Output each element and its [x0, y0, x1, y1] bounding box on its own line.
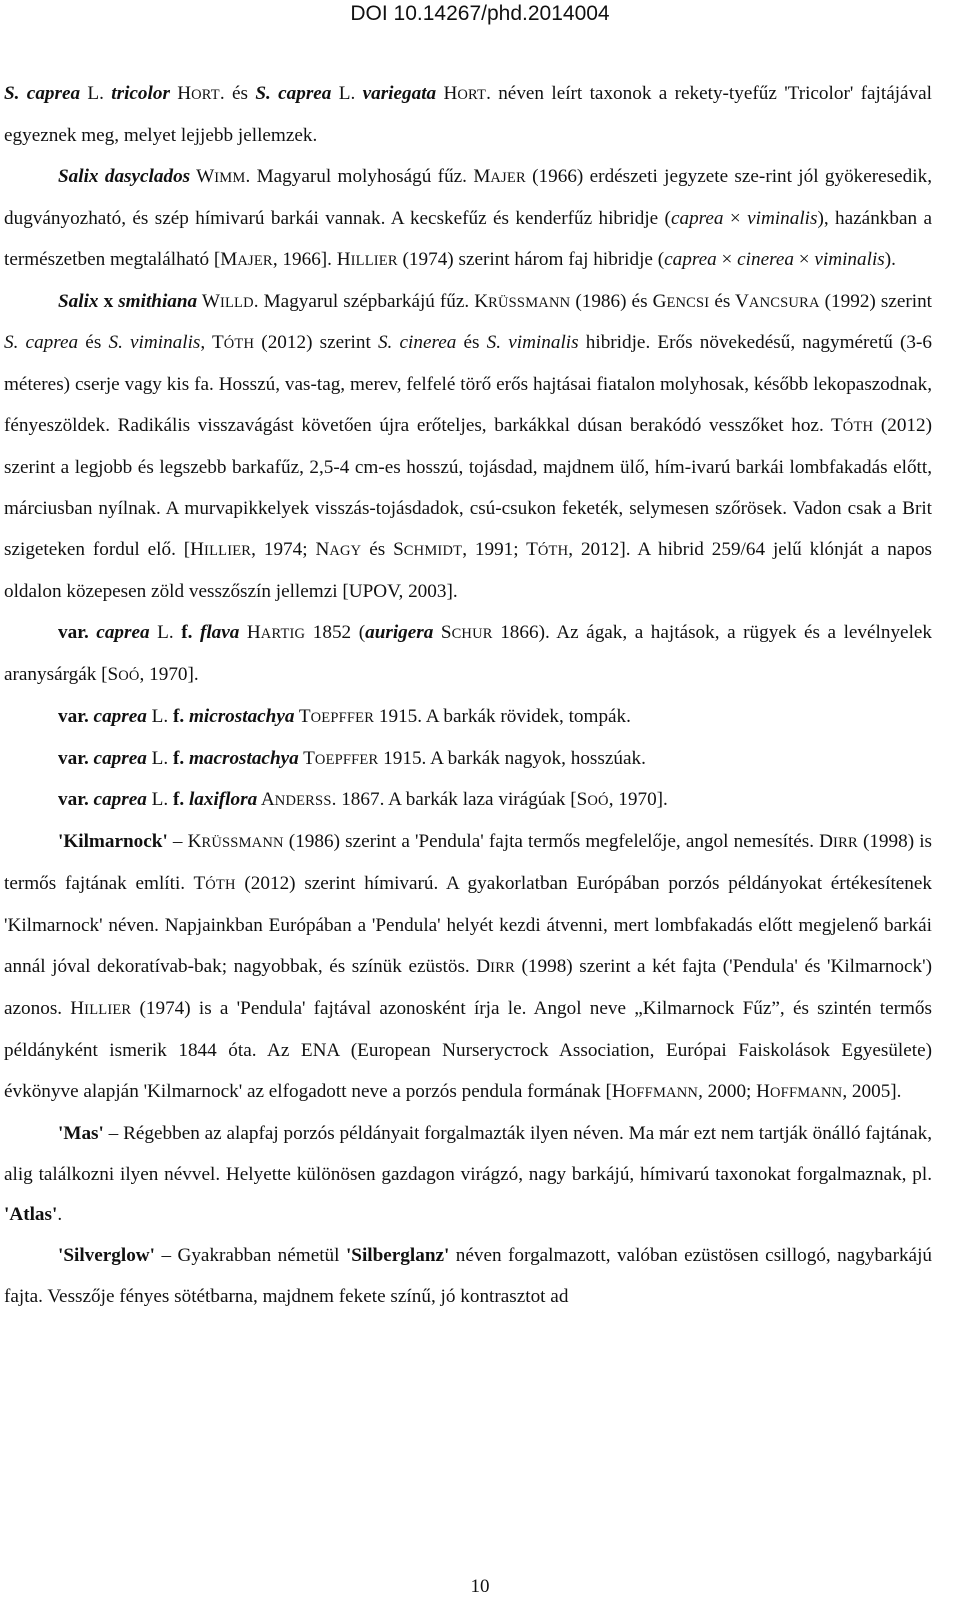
text-run: f. [172, 705, 189, 727]
text-run: caprea [664, 248, 717, 270]
text-run: ARTIG [260, 625, 306, 642]
text-run: viminalis [747, 207, 818, 229]
text-run: (2012) szerint a legjobb és legszebb barkafűz, 2,5-4 cm-es hosszú, tojásdad, majdnem ülő, hím-ivarú barkái lombfakadás előtt, márciusban nyílnak. A murvapikkelyek visszás-tojásdadok, csú-csukon feketék, selymesen szőrösek. Vadon csak a Brit szigeteken fordul elő. [H [4, 415, 932, 560]
text-run: f. [172, 789, 189, 811]
text-run: × [716, 248, 738, 270]
text-run: S [433, 621, 452, 643]
text-run: viminalis [814, 248, 885, 270]
text-run: . néven leírt taxonok a rekety-tyefűz 'Tricolor' fajtájával egyeznek meg, melyet lejjebb jellemzek. [4, 83, 933, 146]
text-run: , 1966]. H [272, 248, 351, 270]
paragraph [4, 613, 932, 697]
text-run: L. [146, 747, 173, 769]
text-run: és V [709, 290, 749, 312]
text-run: – Régebben az alapfaj porzós példányait forgalmazták ilyen néven. Ma már ezt nem tartják önálló fajtának, alig találkozni ilyen névvel. Helyette különösen gazdagon virágzó, nagy barkájú, hímivarú taxonokat forgalmaznak, pl. [4, 1122, 932, 1185]
text-run: , 2000; H [698, 1080, 771, 1102]
text-run: f. [172, 747, 189, 769]
text-run: 1915. A barkák rövidek, tompák. [374, 705, 631, 727]
text-run: (1998) szerint a két fajta ('Pendula' és 'Kilmarnock') azonos. H [4, 956, 932, 1019]
text-run: NDERSS [274, 793, 332, 810]
text-run: aurigera [365, 621, 434, 643]
text-run: (1986) szerint a 'Pendula' fajta termős megfelelője, angol nemesítés. D [283, 831, 834, 853]
text-run: caprea [96, 621, 150, 643]
text-run: L. [149, 621, 182, 643]
text-run: AGY [329, 542, 362, 559]
text-run: S. viminalis [108, 332, 201, 354]
text-run: . Magyarul molyhoságú fűz. M [245, 165, 491, 187]
text-run: ILLIER [84, 1001, 132, 1018]
text-run: (1998) is termős fajtának említi. T [4, 831, 933, 895]
text-run: CHMIDT [403, 542, 463, 559]
text-run: S. viminalis [486, 332, 579, 354]
text-run: . Magyarul szépbarkájú fűz. K [253, 290, 489, 312]
paragraph [4, 780, 932, 822]
text-run: 1915. A barkák nagyok, hosszúak. [378, 747, 646, 769]
text-run: OÓ [118, 667, 140, 684]
text-run: 'Silberglanz' [345, 1245, 450, 1267]
text-run: W [190, 165, 215, 187]
text-run: microstachya [188, 705, 295, 727]
text-run: ILLIER [204, 542, 252, 559]
text-run: 1852 ( [305, 621, 366, 643]
text-run: L. [146, 705, 173, 727]
paragraph [4, 282, 932, 613]
text-run: , 2005]. [842, 1080, 902, 1102]
text-run: macrostachya [188, 747, 299, 769]
paragraph [4, 1236, 932, 1318]
text-run: A [257, 789, 275, 811]
text-run: OÓ [587, 793, 609, 810]
text-run: OEPFFER [314, 751, 379, 768]
text-run: ORT [191, 87, 220, 103]
text-run: OEPFFER [310, 709, 375, 726]
text-run: ), hazánkban a természetben megtalálható [M [4, 207, 932, 270]
text-run: (1966) erdészeti jegyzete sze-rint jól gyökeresedik, dugványozható, és szép hímivarú barkái vannak. A kecskefűz és kenderfűz hibridje ( [4, 165, 932, 229]
text-run: , 1991; T [462, 538, 538, 560]
text-run: × [723, 207, 748, 229]
text-run: (2012) szerint [254, 332, 378, 354]
text-run: ÓTH [205, 877, 236, 894]
text-run: L. [146, 789, 173, 811]
text-run: néven forgalmazott, valóban ezüstösen csillogó, nagybarkájú fajta. Vesszője fényes sötétbarna, majdnem fekete színű, jó kontrasztot ad [4, 1245, 932, 1308]
text-run: , 2012]. A hibrid 259/64 jelű klónját a napos oldalon közepesen zöld vesszőszín jellemzi [UPOV, 2003]. [4, 538, 932, 602]
paragraph [4, 157, 932, 282]
text-run: cinerea [737, 248, 794, 270]
text-run: és [456, 332, 487, 354]
paragraph [4, 822, 932, 1113]
paragraph [4, 74, 932, 157]
text-run: H [436, 83, 458, 104]
text-run: IRR [490, 960, 515, 977]
text-run: ENCSI [666, 294, 710, 311]
text-run: W [197, 290, 220, 312]
text-run: var. [58, 705, 94, 727]
text-run: L. [80, 83, 112, 104]
text-run: ANCSURA [748, 294, 820, 311]
text-run: ÓTH [223, 336, 255, 353]
text-run: hibridje. Erős növekedésű, nagyméretű (3-6 méteres) cserje vagy kis fa. Hosszú, vas-tag, merev, felfelé törő erős hajtásai fiatalon molyhosak, később lekopaszodnak, fényeszöldek. Radikális visszavágást követően újra erőteljes, barkákkal dúsan berakódó vesszőket hoz. T [4, 332, 933, 437]
text-run: var. [58, 621, 97, 643]
text-run: tricolor [111, 83, 170, 104]
text-run: (1974) is a 'Pendula' fajtával azonosként írja le. Angol neve „Kilmarnock Fűz”, és szintén termős példányként ismerik 1844 óta. Az ENA (European Nurseryстock Association, Európai Faiskolások Egyesülete) évkönyve alapján 'Kilmarnock' az elfogadott neve a porzós pendula formának [H [4, 997, 932, 1102]
text-run: caprea [93, 789, 147, 811]
text-run: RÜSSMANN [488, 294, 571, 311]
text-run: ÓTH [842, 419, 874, 436]
text-run: × [793, 248, 815, 270]
text-run: Salix [58, 290, 99, 312]
text-run: laxiflora [188, 789, 258, 811]
text-run: . és [219, 83, 256, 104]
text-run: ILLD [219, 294, 254, 311]
paragraph [4, 1114, 932, 1237]
text-run: AJER [490, 169, 526, 186]
text-run: (1974) szerint három faj hibridje ( [397, 248, 665, 270]
text-run: S. caprea [4, 332, 79, 354]
paragraph [4, 697, 932, 739]
text-run: variegata [362, 83, 437, 104]
text-run: L. [331, 83, 363, 104]
text-run: smithiana [118, 290, 198, 312]
text-run: és S [361, 538, 404, 560]
text-run: f. [181, 621, 200, 643]
text-run: Salix dasyclados [58, 165, 191, 187]
text-run: . [57, 1204, 63, 1226]
text-run: caprea [93, 747, 147, 769]
text-run: flava [199, 621, 240, 643]
text-run: var. [58, 747, 94, 769]
text-run: S. caprea [4, 83, 81, 104]
text-run: ÓTH [537, 542, 569, 559]
text-run: , 1974; N [251, 538, 330, 560]
text-run: RÜSSMANN [201, 835, 284, 852]
text-run: (1992) szerint [819, 290, 933, 312]
text-run: CHUR [451, 625, 493, 642]
text-run: , 1970]. [139, 663, 199, 685]
page-number: 10 [470, 1576, 490, 1597]
text-run: , 1970]. [608, 789, 668, 811]
text-run: 1866). Az ágak, a hajtások, a rügyek és a levélnyelek aranysárgák [S [4, 621, 933, 685]
text-run: OFFMANN [770, 1084, 843, 1101]
text-run: OFFMANN [625, 1084, 699, 1101]
text-run: ORT [457, 87, 487, 103]
text-run: S. caprea [255, 83, 332, 104]
text-run: var. [58, 789, 94, 811]
text-run: caprea [670, 207, 724, 229]
paragraph [4, 739, 932, 781]
text-run: és [78, 332, 109, 354]
document-body [4, 74, 932, 1318]
text-run: AJER [237, 252, 273, 269]
text-run: 'Atlas' [4, 1204, 58, 1226]
text-run: . 1867. A barkák laza virágúak [S [331, 789, 588, 811]
text-run: T [298, 747, 315, 769]
text-run: S. cinerea [377, 332, 457, 354]
text-run: 'Mas' [58, 1122, 104, 1144]
text-run: ILLIER [350, 252, 398, 269]
text-run: caprea [93, 705, 147, 727]
text-run: IRR [833, 835, 858, 852]
text-run: IMM [214, 169, 246, 186]
text-run: 'Silverglow' [58, 1245, 155, 1267]
text-run: , T [200, 332, 224, 354]
text-run: 'Kilmarnock' [58, 831, 168, 853]
text-run: H [169, 83, 192, 104]
text-run: (2012) szerint hímivarú. A gyakorlatban Európában porzós példányokat értékesítenek 'Kilmarnock' néven. Napjainkban Európában a 'Pendula' helyét kezdi átvenni, mert lombfakadás előtt megjelenő barkái annál jóval dekoratívab-bak; nagyobbak, és színük ezüstös. D [4, 873, 932, 978]
text-run: H [239, 621, 261, 643]
text-run: T [294, 705, 311, 727]
text-run: x [98, 290, 119, 312]
doi-header: DOI 10.14267/phd.2014004 [350, 2, 610, 25]
text-run: – Gyakrabban németül [155, 1245, 346, 1267]
text-run: ). [884, 248, 896, 270]
text-run: – K [167, 831, 202, 853]
text-run: (1986) és G [570, 290, 667, 312]
